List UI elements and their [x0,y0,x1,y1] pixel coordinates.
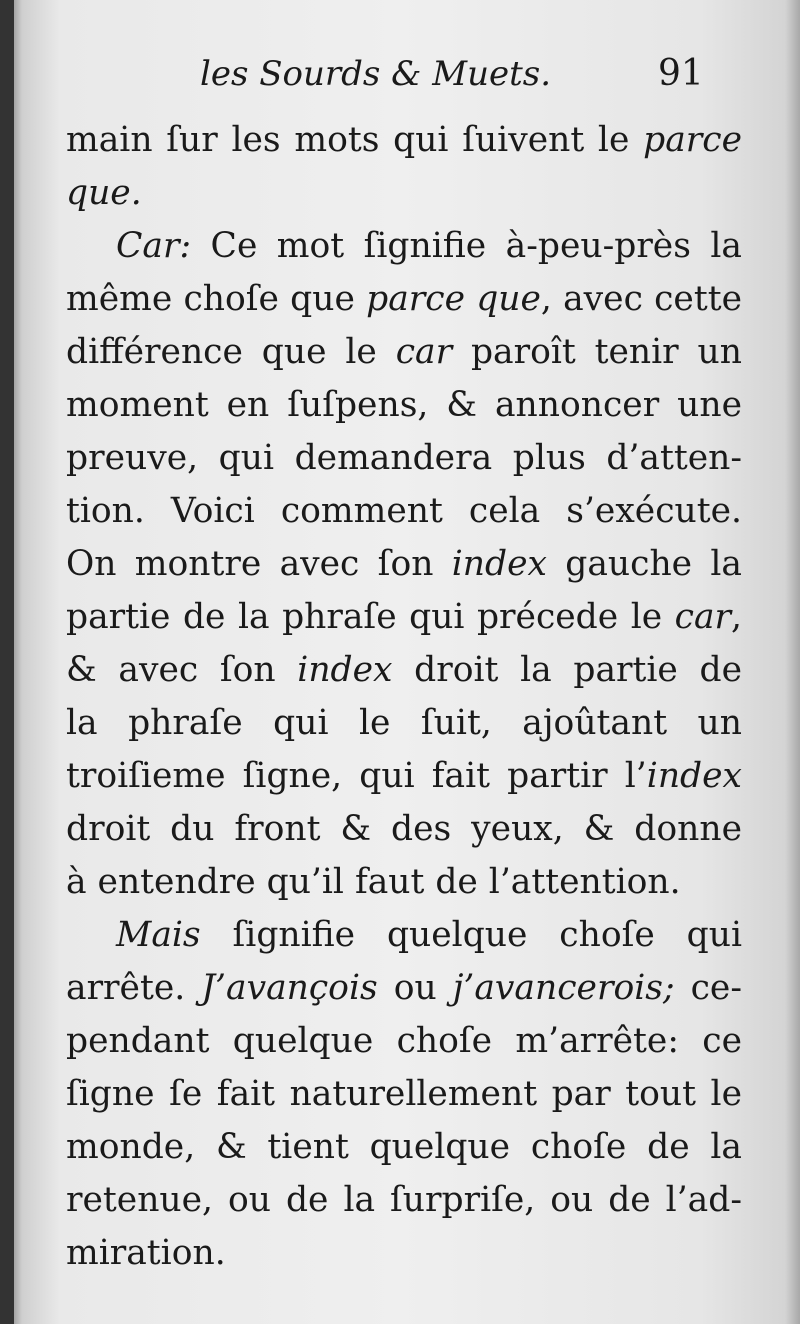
text-segment: ſignifie quelque choſe qui [200,915,742,955]
text-line [66,379,742,432]
italic-text-segment: car [395,332,453,372]
text-line [66,697,742,750]
text-segment: & avec ſon [66,650,298,690]
text-segment: droit la partie de [392,650,742,690]
italic-text-segment: index [451,544,547,584]
text-line [66,1015,742,1068]
text-segment: gauche la [546,544,742,584]
text-line [66,220,742,273]
text-line [66,432,742,485]
text-line [66,644,742,697]
text-segment: monde, & tient quelque choſe de la [66,1127,742,1167]
text-segment: même choſe que [66,279,367,319]
text-segment: paroît tenir un [452,332,742,372]
text-segment: arrête. [66,968,202,1008]
text-line [66,1174,742,1227]
text-line [66,1068,742,1121]
text-segment: preuve, qui demandera plus d’atten- [66,438,742,478]
italic-text-segment: parce que [366,279,541,319]
body-text [66,114,742,1280]
italic-text-segment: J’avançois [201,968,378,1008]
text-segment: On montre avec ſon [66,544,452,584]
text-line [66,856,742,909]
text-segment: main ſur les mots qui ſuivent le [66,120,644,160]
page-gutter-shadow [0,0,14,1324]
text-segment: à entendre qu’il faut de l’attention. [66,862,681,902]
text-line [66,1121,742,1174]
italic-text-segment: Car: [116,226,192,266]
text-line [66,167,742,220]
text-segment: , [731,597,742,637]
text-line [66,962,742,1015]
text-segment: , avec cette [540,279,742,319]
italic-text-segment: j’avancerois; [452,968,675,1008]
italic-text-segment: Mais [116,915,201,955]
italic-text-segment: parce [643,120,742,160]
italic-text-segment: index [297,650,393,690]
text-line [66,485,742,538]
text-segment: ou [377,968,453,1008]
text-segment: différence que le [66,332,396,372]
text-line [66,909,742,962]
text-segment: la phraſe qui le ſuit, ajoûtant un [66,703,742,743]
italic-text-segment: que. [66,173,142,213]
page-header [0,50,800,100]
text-segment: droit du front & des yeux, & donne [66,809,742,849]
text-segment: miration. [66,1233,226,1273]
text-segment: troiſieme ſigne, qui fait partir l’ [66,756,647,796]
text-segment: retenue, ou de la ſurpriſe, ou de l’ad- [66,1180,742,1220]
running-title: les Sourds & Muets. [200,54,552,94]
text-line [66,591,742,644]
text-segment: tion. Voici comment cela s’exécute. [66,491,742,531]
text-line [66,750,742,803]
text-segment: moment en ſuſpens, & annoncer une [66,385,742,425]
italic-text-segment: car [674,597,732,637]
italic-text-segment: index [646,756,742,796]
text-line [66,803,742,856]
text-segment: pendant quelque choſe m’arrête: ce [66,1021,742,1061]
text-segment: partie de la phraſe qui précede le [66,597,675,637]
text-segment: ſigne ſe fait naturellement par tout le [66,1074,742,1114]
text-line [66,538,742,591]
text-segment: ce- [674,968,742,1008]
text-line [66,1227,742,1280]
text-line [66,273,742,326]
text-line [66,114,742,167]
text-segment: Ce mot ſignifie à-peu-près la [191,226,742,266]
page-number: 91 [658,53,704,94]
text-line [66,326,742,379]
